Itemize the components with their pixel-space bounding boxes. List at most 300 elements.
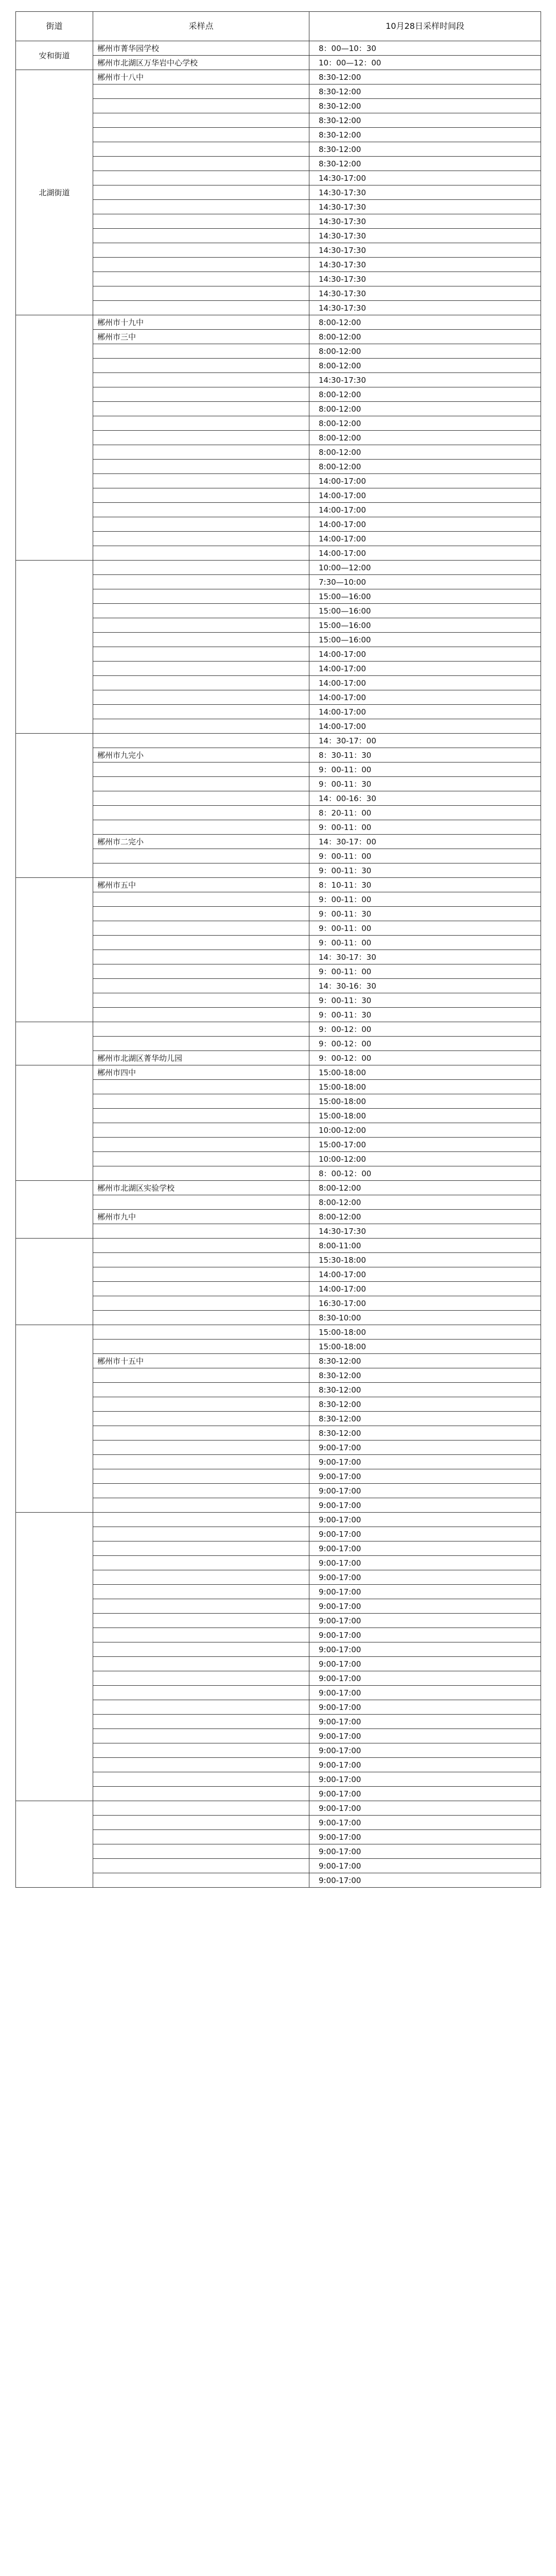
site-cell	[93, 1253, 309, 1267]
time-cell: 14:00-17:00	[309, 546, 541, 561]
site-cell	[93, 200, 309, 214]
time-cell: 9:00-17:00	[309, 1556, 541, 1570]
site-cell	[93, 1267, 309, 1282]
table-row	[16, 1570, 541, 1585]
table-row	[16, 1787, 541, 1801]
time-cell: 14:30-17:00	[309, 171, 541, 185]
table-row	[16, 1051, 541, 1065]
table-row	[16, 921, 541, 936]
table-row	[16, 70, 541, 84]
table-row	[16, 1830, 541, 1844]
table-row	[16, 1599, 541, 1614]
site-cell	[93, 719, 309, 734]
site-cell	[93, 936, 309, 950]
site-cell: 郴州市北湖区菁华幼儿园	[93, 1051, 309, 1065]
time-cell: 14：30-17：30	[309, 950, 541, 964]
site-cell	[93, 1195, 309, 1210]
site-cell	[93, 1743, 309, 1758]
district-cell	[16, 1181, 93, 1239]
table-row	[16, 1844, 541, 1859]
table-row	[16, 200, 541, 214]
site-cell: 郴州市北湖区万华岩中心学校	[93, 56, 309, 70]
time-cell: 9：00-11：30	[309, 863, 541, 878]
site-cell	[93, 344, 309, 359]
time-cell: 9：00-11：00	[309, 762, 541, 777]
table-row	[16, 41, 541, 56]
time-cell: 8:00-12:00	[309, 1195, 541, 1210]
time-cell: 9:00-17:00	[309, 1715, 541, 1729]
table-row	[16, 849, 541, 863]
table-row	[16, 1498, 541, 1513]
site-cell	[93, 863, 309, 878]
time-cell: 8：20-11：00	[309, 806, 541, 820]
time-cell: 15:00-18:00	[309, 1065, 541, 1080]
time-cell: 8:00-12:00	[309, 1210, 541, 1224]
time-cell: 8:30-12:00	[309, 1426, 541, 1440]
time-cell: 14：00-16：30	[309, 791, 541, 806]
table-row	[16, 1022, 541, 1037]
time-cell: 9:00-17:00	[309, 1642, 541, 1657]
district-cell	[16, 1022, 93, 1065]
table-row	[16, 835, 541, 849]
time-cell: 15:00-18:00	[309, 1109, 541, 1123]
time-cell: 9：00-11：30	[309, 907, 541, 921]
table-row	[16, 1556, 541, 1570]
site-cell	[93, 849, 309, 863]
table-row	[16, 1008, 541, 1022]
time-cell: 8:30-12:00	[309, 157, 541, 171]
site-cell	[93, 1873, 309, 1888]
site-cell	[93, 950, 309, 964]
site-cell	[93, 1527, 309, 1541]
table-row	[16, 301, 541, 315]
time-cell: 15:00-18:00	[309, 1340, 541, 1354]
time-cell: 8:00-12:00	[309, 387, 541, 402]
table-row	[16, 1614, 541, 1628]
time-cell: 9:00-17:00	[309, 1729, 541, 1743]
time-cell: 14:00-17:00	[309, 676, 541, 690]
time-cell: 8:30-12:00	[309, 1397, 541, 1412]
site-cell	[93, 762, 309, 777]
table-row	[16, 503, 541, 517]
table-row	[16, 517, 541, 532]
time-cell: 8:00-12:00	[309, 445, 541, 460]
district-cell	[16, 1801, 93, 1888]
time-cell: 14:30-17:30	[309, 258, 541, 272]
site-cell	[93, 561, 309, 575]
site-cell: 郴州市九完小	[93, 748, 309, 762]
site-cell	[93, 618, 309, 633]
table-row	[16, 243, 541, 258]
table-row	[16, 1397, 541, 1412]
time-cell: 14:00-17:00	[309, 517, 541, 532]
site-cell	[93, 99, 309, 113]
time-cell: 8:00-11:00	[309, 1239, 541, 1253]
time-cell: 9：00-11：30	[309, 1008, 541, 1022]
table-row	[16, 762, 541, 777]
table-row	[16, 589, 541, 604]
table-row	[16, 690, 541, 705]
time-cell: 14:00-17:00	[309, 719, 541, 734]
time-cell: 9:00-17:00	[309, 1541, 541, 1556]
table-row	[16, 171, 541, 185]
table-row	[16, 575, 541, 589]
time-cell: 9：00-11：30	[309, 777, 541, 791]
district-cell	[16, 1239, 93, 1325]
district-cell	[16, 734, 93, 878]
table-row	[16, 993, 541, 1008]
time-cell: 14:00-17:00	[309, 1267, 541, 1282]
site-cell	[93, 171, 309, 185]
site-cell	[93, 1397, 309, 1412]
table-row	[16, 1801, 541, 1816]
time-cell: 14:30-17:30	[309, 272, 541, 286]
time-cell: 15:00—16:00	[309, 604, 541, 618]
table-row	[16, 402, 541, 416]
site-cell	[93, 1412, 309, 1426]
table-row	[16, 1224, 541, 1239]
table-row	[16, 229, 541, 243]
table-row	[16, 359, 541, 373]
table-row	[16, 1469, 541, 1484]
time-cell: 9:00-17:00	[309, 1469, 541, 1484]
time-cell: 9:00-17:00	[309, 1455, 541, 1469]
time-cell: 14:30-17:30	[309, 286, 541, 301]
table-row	[16, 863, 541, 878]
table-header-row	[16, 12, 541, 41]
site-cell	[93, 1455, 309, 1469]
site-cell	[93, 142, 309, 157]
site-cell	[93, 1801, 309, 1816]
site-cell	[93, 892, 309, 907]
site-cell	[93, 243, 309, 258]
time-cell: 9:00-17:00	[309, 1599, 541, 1614]
site-cell	[93, 1787, 309, 1801]
site-cell	[93, 1671, 309, 1686]
time-cell: 14:00-17:00	[309, 662, 541, 676]
site-cell	[93, 416, 309, 431]
table-row	[16, 1368, 541, 1383]
time-cell: 8:30-12:00	[309, 142, 541, 157]
time-cell: 15:30-18:00	[309, 1253, 541, 1267]
site-cell	[93, 1383, 309, 1397]
time-cell: 14:00-17:00	[309, 474, 541, 488]
time-cell: 9:00-17:00	[309, 1527, 541, 1541]
time-cell: 9：00-11：00	[309, 921, 541, 936]
site-cell	[93, 589, 309, 604]
site-cell: 郴州市十八中	[93, 70, 309, 84]
time-cell: 8:30-12:00	[309, 1383, 541, 1397]
table-row	[16, 1253, 541, 1267]
site-cell	[93, 633, 309, 647]
site-cell	[93, 532, 309, 546]
table-row	[16, 1166, 541, 1181]
table-row	[16, 286, 541, 301]
site-cell	[93, 993, 309, 1008]
site-cell	[93, 1325, 309, 1340]
time-cell: 9:00-17:00	[309, 1787, 541, 1801]
site-cell	[93, 1642, 309, 1657]
time-cell: 8:30-12:00	[309, 1354, 541, 1368]
table-row	[16, 1700, 541, 1715]
time-cell: 14:00-17:00	[309, 647, 541, 662]
time-cell: 9:00-17:00	[309, 1513, 541, 1527]
table-row	[16, 1585, 541, 1599]
table-row	[16, 1743, 541, 1758]
table-body	[16, 41, 541, 1888]
time-cell: 14:30-17:30	[309, 301, 541, 315]
table-row	[16, 1642, 541, 1657]
table-row	[16, 1080, 541, 1094]
time-cell: 9:00-17:00	[309, 1700, 541, 1715]
time-cell: 8:30-12:00	[309, 1368, 541, 1383]
site-cell	[93, 1239, 309, 1253]
site-cell: 郴州市四中	[93, 1065, 309, 1080]
site-cell	[93, 157, 309, 171]
site-cell	[93, 1426, 309, 1440]
site-cell	[93, 1311, 309, 1325]
time-cell: 14:00-17:00	[309, 532, 541, 546]
time-cell: 8:00-12:00	[309, 416, 541, 431]
table-row	[16, 330, 541, 344]
time-cell: 9:00-17:00	[309, 1859, 541, 1873]
site-cell	[93, 1585, 309, 1599]
site-cell	[93, 1008, 309, 1022]
table-row	[16, 344, 541, 359]
table-row	[16, 676, 541, 690]
time-cell: 10：00—12：00	[309, 56, 541, 70]
site-cell	[93, 402, 309, 416]
time-cell: 15:00-18:00	[309, 1094, 541, 1109]
time-cell: 9:00-17:00	[309, 1844, 541, 1859]
site-cell	[93, 604, 309, 618]
table-row	[16, 1657, 541, 1671]
site-cell	[93, 1080, 309, 1094]
site-cell	[93, 690, 309, 705]
table-row	[16, 820, 541, 835]
time-cell: 9：00-11：30	[309, 993, 541, 1008]
table-row	[16, 532, 541, 546]
time-cell: 9：00-12：00	[309, 1051, 541, 1065]
district-cell	[16, 878, 93, 1022]
site-cell	[93, 1859, 309, 1873]
site-cell	[93, 258, 309, 272]
site-cell	[93, 1657, 309, 1671]
time-cell: 9：00-12：00	[309, 1037, 541, 1051]
district-cell: 安和街道	[16, 41, 93, 70]
site-cell	[93, 488, 309, 503]
time-cell: 8：10-11：30	[309, 878, 541, 892]
table-row	[16, 445, 541, 460]
site-cell: 郴州市北湖区实验学校	[93, 1181, 309, 1195]
table-row	[16, 1816, 541, 1830]
header-district: 街道	[16, 12, 93, 41]
table-row	[16, 748, 541, 762]
table-row	[16, 1181, 541, 1195]
table-row	[16, 142, 541, 157]
table-row	[16, 1094, 541, 1109]
table-row	[16, 1239, 541, 1253]
table-row	[16, 1541, 541, 1556]
table-row	[16, 791, 541, 806]
table-row	[16, 1311, 541, 1325]
table-row	[16, 1210, 541, 1224]
table-row	[16, 1527, 541, 1541]
site-cell	[93, 647, 309, 662]
time-cell: 8:00-12:00	[309, 359, 541, 373]
site-cell	[93, 777, 309, 791]
time-cell: 9：00-11：00	[309, 892, 541, 907]
site-cell	[93, 1758, 309, 1772]
site-cell	[93, 1037, 309, 1051]
time-cell: 8:00-12:00	[309, 344, 541, 359]
table-row	[16, 705, 541, 719]
site-cell	[93, 1772, 309, 1787]
site-cell	[93, 387, 309, 402]
site-cell	[93, 907, 309, 921]
site-cell	[93, 373, 309, 387]
site-cell	[93, 1340, 309, 1354]
table-row	[16, 1267, 541, 1282]
table-row	[16, 1440, 541, 1455]
table-row	[16, 113, 541, 128]
table-row	[16, 1628, 541, 1642]
site-cell	[93, 791, 309, 806]
site-cell	[93, 1138, 309, 1152]
site-cell	[93, 1513, 309, 1527]
time-cell: 9:00-17:00	[309, 1657, 541, 1671]
district-cell	[16, 315, 93, 561]
table-row	[16, 373, 541, 387]
time-cell: 8:00-12:00	[309, 460, 541, 474]
time-cell: 8:30-12:00	[309, 84, 541, 99]
time-cell: 16:30-17:00	[309, 1296, 541, 1311]
site-cell	[93, 1715, 309, 1729]
table-row	[16, 907, 541, 921]
time-cell: 8:00-12:00	[309, 330, 541, 344]
site-cell	[93, 1296, 309, 1311]
site-cell	[93, 445, 309, 460]
site-cell	[93, 1830, 309, 1844]
table-row	[16, 1354, 541, 1368]
table-row	[16, 315, 541, 330]
site-cell	[93, 474, 309, 488]
table-row	[16, 1282, 541, 1296]
table-row	[16, 1037, 541, 1051]
site-cell	[93, 1469, 309, 1484]
site-cell	[93, 1022, 309, 1037]
table-row	[16, 1859, 541, 1873]
time-cell: 9:00-17:00	[309, 1758, 541, 1772]
site-cell	[93, 301, 309, 315]
time-cell: 9:00-17:00	[309, 1801, 541, 1816]
table-row	[16, 1671, 541, 1686]
table-row	[16, 1138, 541, 1152]
site-cell: 郴州市九中	[93, 1210, 309, 1224]
site-cell	[93, 806, 309, 820]
time-cell: 8:00-12:00	[309, 315, 541, 330]
table-row	[16, 99, 541, 113]
time-cell: 8：30-11：30	[309, 748, 541, 762]
table-row	[16, 1772, 541, 1787]
time-cell: 9:00-17:00	[309, 1484, 541, 1498]
time-cell: 15:00—16:00	[309, 618, 541, 633]
table-row	[16, 604, 541, 618]
site-cell	[93, 1570, 309, 1585]
site-cell	[93, 185, 309, 200]
time-cell: 9:00-17:00	[309, 1873, 541, 1888]
time-cell: 14:30-17:30	[309, 200, 541, 214]
time-cell: 8:30-12:00	[309, 128, 541, 142]
table-row	[16, 618, 541, 633]
time-cell: 14:30-17:30	[309, 373, 541, 387]
site-cell	[93, 820, 309, 835]
table-row	[16, 1152, 541, 1166]
time-cell: 9:00-17:00	[309, 1743, 541, 1758]
site-cell	[93, 517, 309, 532]
time-cell: 15:00-18:00	[309, 1080, 541, 1094]
time-cell: 8:30-12:00	[309, 113, 541, 128]
district-cell	[16, 1513, 93, 1801]
table-row	[16, 1873, 541, 1888]
site-cell	[93, 1152, 309, 1166]
site-cell	[93, 964, 309, 979]
site-cell	[93, 1109, 309, 1123]
table-row	[16, 474, 541, 488]
site-cell	[93, 503, 309, 517]
site-cell	[93, 1844, 309, 1859]
time-cell: 8:00-12:00	[309, 1181, 541, 1195]
table-row	[16, 1325, 541, 1340]
time-cell: 14：30-16：30	[309, 979, 541, 993]
table-row	[16, 647, 541, 662]
sampling-schedule-table	[15, 11, 541, 1888]
time-cell: 10:00-12:00	[309, 1152, 541, 1166]
table-row	[16, 1426, 541, 1440]
table-row	[16, 84, 541, 99]
table-row	[16, 56, 541, 70]
table-row	[16, 1686, 541, 1700]
site-cell	[93, 1628, 309, 1642]
time-cell: 15:00-18:00	[309, 1325, 541, 1340]
table-row	[16, 157, 541, 171]
table-row	[16, 1455, 541, 1469]
site-cell: 郴州市菁华园学校	[93, 41, 309, 56]
table-row	[16, 546, 541, 561]
table-row	[16, 214, 541, 229]
time-cell: 14:30-17:30	[309, 214, 541, 229]
table-row	[16, 1296, 541, 1311]
site-cell: 郴州市三中	[93, 330, 309, 344]
time-cell: 8:00-12:00	[309, 402, 541, 416]
time-cell: 9:00-17:00	[309, 1671, 541, 1686]
site-cell	[93, 1440, 309, 1455]
header-site: 采样点	[93, 12, 309, 41]
header-time: 10月28日采样时间段	[309, 12, 541, 41]
site-cell	[93, 1123, 309, 1138]
table-row	[16, 1715, 541, 1729]
time-cell: 9:00-17:00	[309, 1628, 541, 1642]
time-cell: 14:30-17:30	[309, 243, 541, 258]
site-cell	[93, 1556, 309, 1570]
time-cell: 8：00-12：00	[309, 1166, 541, 1181]
site-cell	[93, 286, 309, 301]
time-cell: 15:00-17:00	[309, 1138, 541, 1152]
site-cell	[93, 84, 309, 99]
site-cell	[93, 1368, 309, 1383]
site-cell: 郴州市十五中	[93, 1354, 309, 1368]
time-cell: 9:00-17:00	[309, 1830, 541, 1844]
